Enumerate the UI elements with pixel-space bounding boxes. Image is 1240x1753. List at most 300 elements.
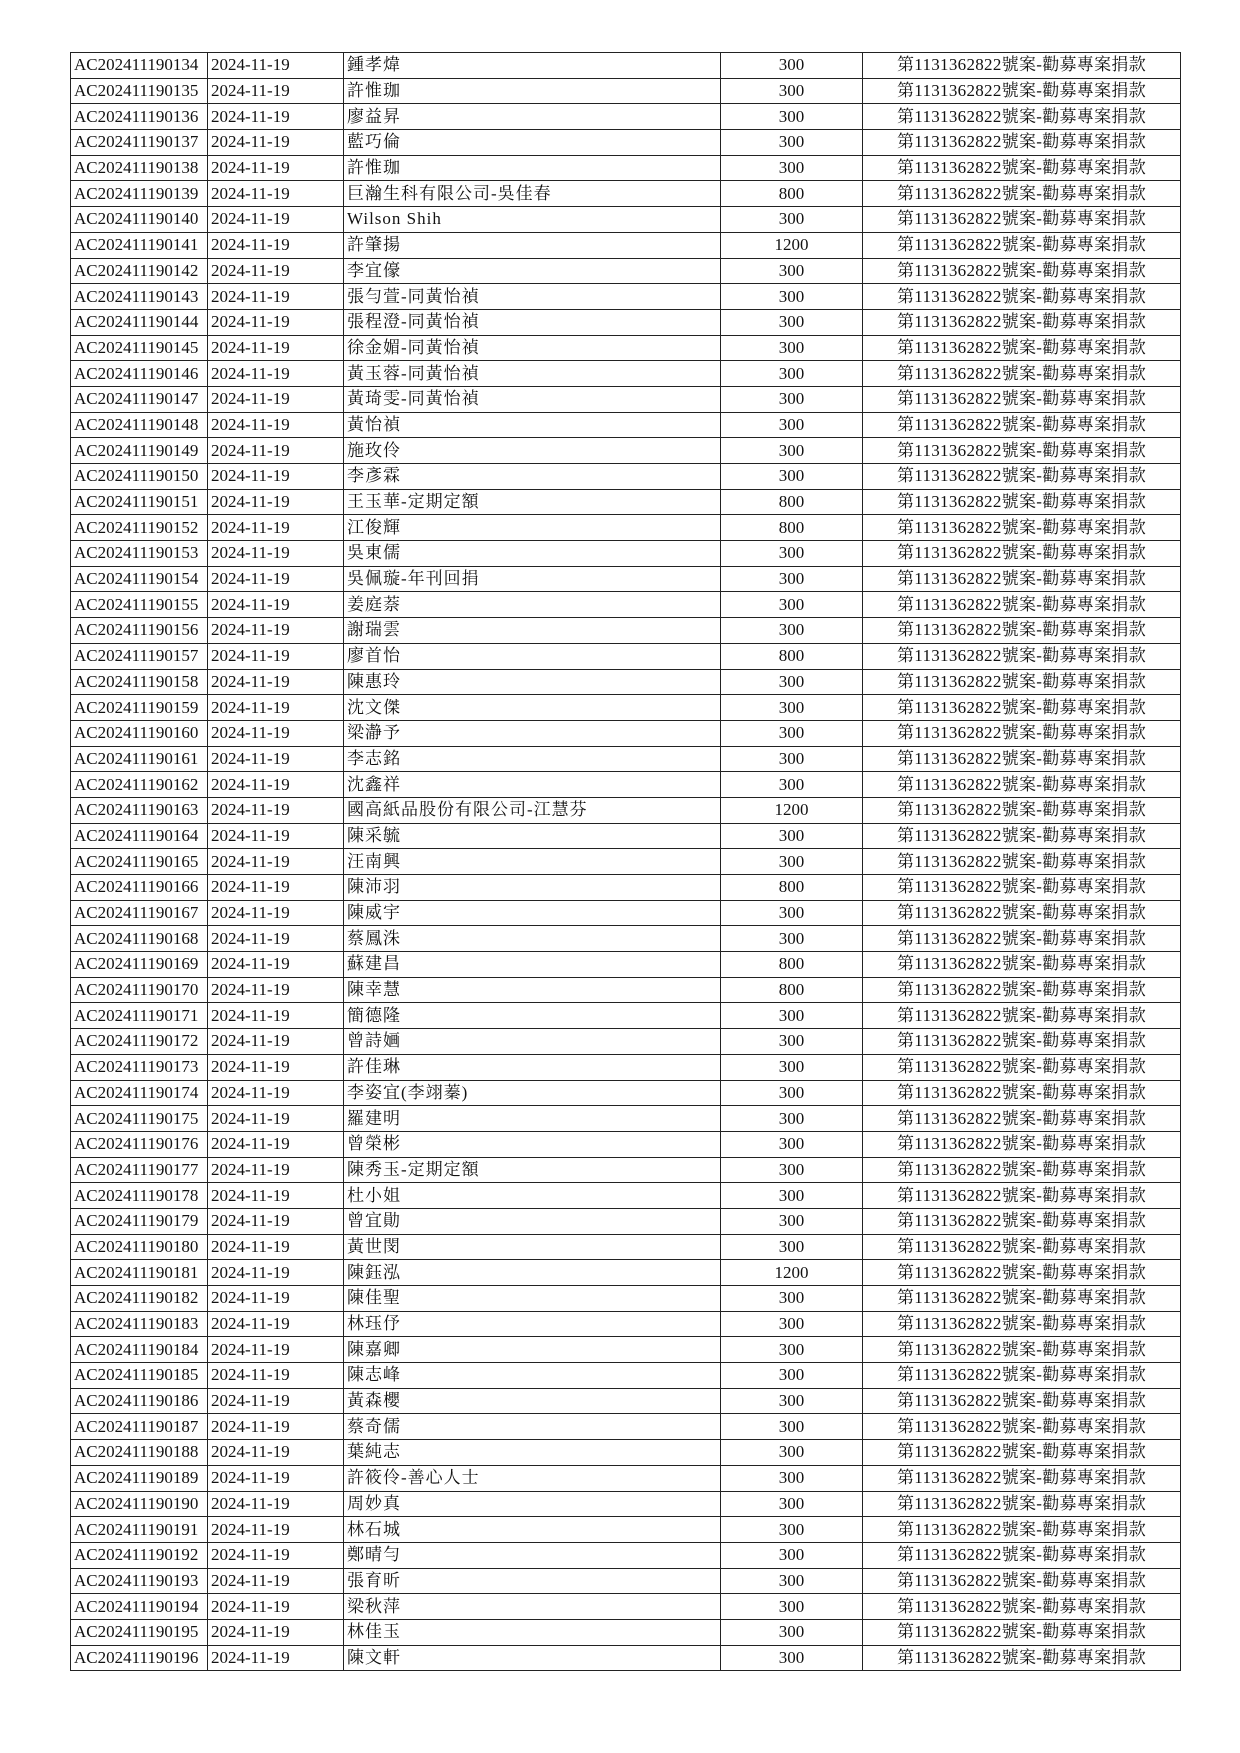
donor-name-cell: 李志銘 xyxy=(344,746,721,772)
table-row xyxy=(71,78,1181,104)
receipt-number-cell: AC202411190190 xyxy=(71,1491,208,1517)
donor-name-cell: 曾榮彬 xyxy=(344,1131,721,1157)
donor-name-cell: 陳鈺泓 xyxy=(344,1260,721,1286)
purpose-note-cell: 第1131362822號案-勸募專案捐款 xyxy=(863,618,1181,644)
amount-cell: 300 xyxy=(721,1080,863,1106)
table-row xyxy=(71,592,1181,618)
purpose-note-cell: 第1131362822號案-勸募專案捐款 xyxy=(863,53,1181,79)
donor-name-cell: 陳嘉卿 xyxy=(344,1337,721,1363)
date-cell: 2024-11-19 xyxy=(208,566,344,592)
table-row xyxy=(71,772,1181,798)
table-row xyxy=(71,1106,1181,1132)
receipt-number-cell: AC202411190188 xyxy=(71,1440,208,1466)
receipt-number-cell: AC202411190182 xyxy=(71,1286,208,1312)
date-cell: 2024-11-19 xyxy=(208,464,344,490)
amount-cell: 300 xyxy=(721,1337,863,1363)
purpose-note-cell: 第1131362822號案-勸募專案捐款 xyxy=(863,1388,1181,1414)
amount-cell: 300 xyxy=(721,695,863,721)
donor-name-cell: 李姿宜(李翊蓁) xyxy=(344,1080,721,1106)
donor-name-cell: 杜小姐 xyxy=(344,1183,721,1209)
date-cell: 2024-11-19 xyxy=(208,78,344,104)
amount-cell: 800 xyxy=(721,515,863,541)
purpose-note-cell: 第1131362822號案-勸募專案捐款 xyxy=(863,1054,1181,1080)
donor-name-cell: 姜庭萘 xyxy=(344,592,721,618)
date-cell: 2024-11-19 xyxy=(208,695,344,721)
amount-cell: 300 xyxy=(721,1440,863,1466)
purpose-note-cell: 第1131362822號案-勸募專案捐款 xyxy=(863,1568,1181,1594)
receipt-number-cell: AC202411190169 xyxy=(71,952,208,978)
date-cell: 2024-11-19 xyxy=(208,232,344,258)
donor-name-cell: 陳秀玉-定期定額 xyxy=(344,1157,721,1183)
receipt-number-cell: AC202411190191 xyxy=(71,1517,208,1543)
date-cell: 2024-11-19 xyxy=(208,1337,344,1363)
receipt-number-cell: AC202411190195 xyxy=(71,1619,208,1645)
receipt-number-cell: AC202411190144 xyxy=(71,309,208,335)
donor-name-cell: 張育昕 xyxy=(344,1568,721,1594)
date-cell: 2024-11-19 xyxy=(208,900,344,926)
amount-cell: 300 xyxy=(721,207,863,233)
amount-cell: 300 xyxy=(721,1491,863,1517)
receipt-number-cell: AC202411190181 xyxy=(71,1260,208,1286)
date-cell: 2024-11-19 xyxy=(208,643,344,669)
table-row xyxy=(71,1183,1181,1209)
date-cell: 2024-11-19 xyxy=(208,1029,344,1055)
donor-name-cell: 林珏伃 xyxy=(344,1311,721,1337)
donor-name-cell: 鍾孝煒 xyxy=(344,53,721,79)
table-row xyxy=(71,412,1181,438)
amount-cell: 300 xyxy=(721,1106,863,1132)
date-cell: 2024-11-19 xyxy=(208,1183,344,1209)
table-row xyxy=(71,464,1181,490)
donor-name-cell: 曾宜勛 xyxy=(344,1208,721,1234)
purpose-note-cell: 第1131362822號案-勸募專案捐款 xyxy=(863,566,1181,592)
table-row xyxy=(71,361,1181,387)
date-cell: 2024-11-19 xyxy=(208,1286,344,1312)
receipt-number-cell: AC202411190161 xyxy=(71,746,208,772)
amount-cell: 300 xyxy=(721,1208,863,1234)
receipt-number-cell: AC202411190175 xyxy=(71,1106,208,1132)
donor-name-cell: 黃琦雯-同黃怡禎 xyxy=(344,386,721,412)
receipt-number-cell: AC202411190186 xyxy=(71,1388,208,1414)
donor-name-cell: 許惟珈 xyxy=(344,155,721,181)
date-cell: 2024-11-19 xyxy=(208,1542,344,1568)
donor-name-cell: 周妙真 xyxy=(344,1491,721,1517)
date-cell: 2024-11-19 xyxy=(208,1363,344,1389)
receipt-number-cell: AC202411190193 xyxy=(71,1568,208,1594)
purpose-note-cell: 第1131362822號案-勸募專案捐款 xyxy=(863,1003,1181,1029)
amount-cell: 300 xyxy=(721,335,863,361)
date-cell: 2024-11-19 xyxy=(208,720,344,746)
amount-cell: 300 xyxy=(721,104,863,130)
donor-name-cell: 李宜儫 xyxy=(344,258,721,284)
table-row xyxy=(71,926,1181,952)
amount-cell: 300 xyxy=(721,1054,863,1080)
donor-name-cell: 簡德隆 xyxy=(344,1003,721,1029)
receipt-number-cell: AC202411190183 xyxy=(71,1311,208,1337)
purpose-note-cell: 第1131362822號案-勸募專案捐款 xyxy=(863,1491,1181,1517)
date-cell: 2024-11-19 xyxy=(208,1619,344,1645)
table-row xyxy=(71,232,1181,258)
purpose-note-cell: 第1131362822號案-勸募專案捐款 xyxy=(863,515,1181,541)
date-cell: 2024-11-19 xyxy=(208,1465,344,1491)
table-row xyxy=(71,53,1181,79)
table-row xyxy=(71,489,1181,515)
receipt-number-cell: AC202411190189 xyxy=(71,1465,208,1491)
receipt-number-cell: AC202411190192 xyxy=(71,1542,208,1568)
table-row xyxy=(71,746,1181,772)
table-row xyxy=(71,309,1181,335)
purpose-note-cell: 第1131362822號案-勸募專案捐款 xyxy=(863,284,1181,310)
purpose-note-cell: 第1131362822號案-勸募專案捐款 xyxy=(863,489,1181,515)
donor-name-cell: 林石城 xyxy=(344,1517,721,1543)
purpose-note-cell: 第1131362822號案-勸募專案捐款 xyxy=(863,669,1181,695)
date-cell: 2024-11-19 xyxy=(208,1568,344,1594)
donation-table xyxy=(70,52,1181,1671)
table-row xyxy=(71,823,1181,849)
amount-cell: 800 xyxy=(721,875,863,901)
amount-cell: 300 xyxy=(721,284,863,310)
table-row xyxy=(71,1645,1181,1671)
receipt-number-cell: AC202411190145 xyxy=(71,335,208,361)
date-cell: 2024-11-19 xyxy=(208,1594,344,1620)
purpose-note-cell: 第1131362822號案-勸募專案捐款 xyxy=(863,1517,1181,1543)
receipt-number-cell: AC202411190134 xyxy=(71,53,208,79)
receipt-number-cell: AC202411190158 xyxy=(71,669,208,695)
donor-name-cell: 廖益昇 xyxy=(344,104,721,130)
date-cell: 2024-11-19 xyxy=(208,361,344,387)
date-cell: 2024-11-19 xyxy=(208,335,344,361)
date-cell: 2024-11-19 xyxy=(208,1440,344,1466)
date-cell: 2024-11-19 xyxy=(208,1131,344,1157)
receipt-number-cell: AC202411190184 xyxy=(71,1337,208,1363)
date-cell: 2024-11-19 xyxy=(208,181,344,207)
table-row xyxy=(71,386,1181,412)
amount-cell: 300 xyxy=(721,1388,863,1414)
amount-cell: 300 xyxy=(721,130,863,156)
amount-cell: 300 xyxy=(721,669,863,695)
purpose-note-cell: 第1131362822號案-勸募專案捐款 xyxy=(863,1260,1181,1286)
date-cell: 2024-11-19 xyxy=(208,1260,344,1286)
table-row xyxy=(71,1286,1181,1312)
purpose-note-cell: 第1131362822號案-勸募專案捐款 xyxy=(863,1106,1181,1132)
table-row xyxy=(71,720,1181,746)
receipt-number-cell: AC202411190151 xyxy=(71,489,208,515)
amount-cell: 300 xyxy=(721,1234,863,1260)
date-cell: 2024-11-19 xyxy=(208,1080,344,1106)
table-row xyxy=(71,1491,1181,1517)
table-row xyxy=(71,1003,1181,1029)
table-row xyxy=(71,181,1181,207)
purpose-note-cell: 第1131362822號案-勸募專案捐款 xyxy=(863,900,1181,926)
purpose-note-cell: 第1131362822號案-勸募專案捐款 xyxy=(863,772,1181,798)
date-cell: 2024-11-19 xyxy=(208,1208,344,1234)
date-cell: 2024-11-19 xyxy=(208,669,344,695)
amount-cell: 300 xyxy=(721,438,863,464)
amount-cell: 300 xyxy=(721,1157,863,1183)
donor-name-cell: 蔡奇儒 xyxy=(344,1414,721,1440)
table-row xyxy=(71,1054,1181,1080)
date-cell: 2024-11-19 xyxy=(208,258,344,284)
donor-name-cell: 許肇揚 xyxy=(344,232,721,258)
purpose-note-cell: 第1131362822號案-勸募專案捐款 xyxy=(863,541,1181,567)
receipt-number-cell: AC202411190176 xyxy=(71,1131,208,1157)
receipt-number-cell: AC202411190152 xyxy=(71,515,208,541)
amount-cell: 300 xyxy=(721,772,863,798)
table-row xyxy=(71,1363,1181,1389)
receipt-number-cell: AC202411190180 xyxy=(71,1234,208,1260)
amount-cell: 1200 xyxy=(721,232,863,258)
receipt-number-cell: AC202411190164 xyxy=(71,823,208,849)
table-row xyxy=(71,515,1181,541)
purpose-note-cell: 第1131362822號案-勸募專案捐款 xyxy=(863,1183,1181,1209)
date-cell: 2024-11-19 xyxy=(208,541,344,567)
table-row xyxy=(71,1414,1181,1440)
donor-name-cell: 許佳琳 xyxy=(344,1054,721,1080)
table-row xyxy=(71,1131,1181,1157)
donor-name-cell: 巨瀚生科有限公司-吳佳春 xyxy=(344,181,721,207)
purpose-note-cell: 第1131362822號案-勸募專案捐款 xyxy=(863,386,1181,412)
receipt-number-cell: AC202411190159 xyxy=(71,695,208,721)
donor-name-cell: 陳志峰 xyxy=(344,1363,721,1389)
donor-name-cell: 蘇建昌 xyxy=(344,952,721,978)
amount-cell: 300 xyxy=(721,1517,863,1543)
receipt-number-cell: AC202411190178 xyxy=(71,1183,208,1209)
table-row xyxy=(71,1619,1181,1645)
donor-name-cell: 黃怡禎 xyxy=(344,412,721,438)
amount-cell: 300 xyxy=(721,566,863,592)
donor-name-cell: 廖首怡 xyxy=(344,643,721,669)
table-row xyxy=(71,1234,1181,1260)
donor-name-cell: 黃世閔 xyxy=(344,1234,721,1260)
amount-cell: 300 xyxy=(721,53,863,79)
table-row xyxy=(71,1594,1181,1620)
table-row xyxy=(71,1465,1181,1491)
table-row xyxy=(71,849,1181,875)
table-row xyxy=(71,1311,1181,1337)
donor-name-cell: 許筱伶-善心人士 xyxy=(344,1465,721,1491)
date-cell: 2024-11-19 xyxy=(208,1234,344,1260)
date-cell: 2024-11-19 xyxy=(208,438,344,464)
amount-cell: 300 xyxy=(721,1645,863,1671)
amount-cell: 300 xyxy=(721,1542,863,1568)
purpose-note-cell: 第1131362822號案-勸募專案捐款 xyxy=(863,361,1181,387)
receipt-number-cell: AC202411190160 xyxy=(71,720,208,746)
purpose-note-cell: 第1131362822號案-勸募專案捐款 xyxy=(863,823,1181,849)
purpose-note-cell: 第1131362822號案-勸募專案捐款 xyxy=(863,438,1181,464)
amount-cell: 300 xyxy=(721,1183,863,1209)
donor-name-cell: 曾詩婳 xyxy=(344,1029,721,1055)
receipt-number-cell: AC202411190154 xyxy=(71,566,208,592)
amount-cell: 300 xyxy=(721,1311,863,1337)
purpose-note-cell: 第1131362822號案-勸募專案捐款 xyxy=(863,1465,1181,1491)
receipt-number-cell: AC202411190174 xyxy=(71,1080,208,1106)
date-cell: 2024-11-19 xyxy=(208,849,344,875)
receipt-number-cell: AC202411190165 xyxy=(71,849,208,875)
purpose-note-cell: 第1131362822號案-勸募專案捐款 xyxy=(863,1594,1181,1620)
receipt-number-cell: AC202411190194 xyxy=(71,1594,208,1620)
donor-name-cell: 陳威宇 xyxy=(344,900,721,926)
amount-cell: 300 xyxy=(721,900,863,926)
receipt-number-cell: AC202411190142 xyxy=(71,258,208,284)
donor-name-cell: 許惟珈 xyxy=(344,78,721,104)
amount-cell: 300 xyxy=(721,926,863,952)
donor-name-cell: 陳沛羽 xyxy=(344,875,721,901)
purpose-note-cell: 第1131362822號案-勸募專案捐款 xyxy=(863,695,1181,721)
date-cell: 2024-11-19 xyxy=(208,823,344,849)
purpose-note-cell: 第1131362822號案-勸募專案捐款 xyxy=(863,592,1181,618)
date-cell: 2024-11-19 xyxy=(208,412,344,438)
purpose-note-cell: 第1131362822號案-勸募專案捐款 xyxy=(863,720,1181,746)
receipt-number-cell: AC202411190173 xyxy=(71,1054,208,1080)
receipt-number-cell: AC202411190136 xyxy=(71,104,208,130)
amount-cell: 300 xyxy=(721,849,863,875)
date-cell: 2024-11-19 xyxy=(208,53,344,79)
purpose-note-cell: 第1131362822號案-勸募專案捐款 xyxy=(863,155,1181,181)
amount-cell: 300 xyxy=(721,720,863,746)
amount-cell: 300 xyxy=(721,309,863,335)
purpose-note-cell: 第1131362822號案-勸募專案捐款 xyxy=(863,1440,1181,1466)
donor-name-cell: 梁秋萍 xyxy=(344,1594,721,1620)
purpose-note-cell: 第1131362822號案-勸募專案捐款 xyxy=(863,926,1181,952)
receipt-number-cell: AC202411190177 xyxy=(71,1157,208,1183)
purpose-note-cell: 第1131362822號案-勸募專案捐款 xyxy=(863,849,1181,875)
table-row xyxy=(71,207,1181,233)
amount-cell: 300 xyxy=(721,412,863,438)
table-row xyxy=(71,1440,1181,1466)
date-cell: 2024-11-19 xyxy=(208,772,344,798)
receipt-number-cell: AC202411190163 xyxy=(71,797,208,823)
purpose-note-cell: 第1131362822號案-勸募專案捐款 xyxy=(863,797,1181,823)
purpose-note-cell: 第1131362822號案-勸募專案捐款 xyxy=(863,977,1181,1003)
purpose-note-cell: 第1131362822號案-勸募專案捐款 xyxy=(863,1311,1181,1337)
purpose-note-cell: 第1131362822號案-勸募專案捐款 xyxy=(863,1234,1181,1260)
amount-cell: 300 xyxy=(721,155,863,181)
amount-cell: 300 xyxy=(721,592,863,618)
donor-name-cell: 葉純志 xyxy=(344,1440,721,1466)
donor-name-cell: 吳佩璇-年刊回捐 xyxy=(344,566,721,592)
date-cell: 2024-11-19 xyxy=(208,155,344,181)
receipt-number-cell: AC202411190143 xyxy=(71,284,208,310)
date-cell: 2024-11-19 xyxy=(208,1003,344,1029)
amount-cell: 300 xyxy=(721,1568,863,1594)
purpose-note-cell: 第1131362822號案-勸募專案捐款 xyxy=(863,1286,1181,1312)
date-cell: 2024-11-19 xyxy=(208,1157,344,1183)
amount-cell: 300 xyxy=(721,1414,863,1440)
donor-name-cell: 李彥霖 xyxy=(344,464,721,490)
donor-name-cell: 林佳玉 xyxy=(344,1619,721,1645)
amount-cell: 800 xyxy=(721,181,863,207)
receipt-number-cell: AC202411190157 xyxy=(71,643,208,669)
amount-cell: 300 xyxy=(721,361,863,387)
table-row xyxy=(71,1157,1181,1183)
donor-name-cell: 沈文傑 xyxy=(344,695,721,721)
receipt-number-cell: AC202411190147 xyxy=(71,386,208,412)
donor-name-cell: 藍巧倫 xyxy=(344,130,721,156)
receipt-number-cell: AC202411190149 xyxy=(71,438,208,464)
table-row xyxy=(71,258,1181,284)
donor-name-cell: 張勻萱-同黃怡禎 xyxy=(344,284,721,310)
donor-name-cell: 陳采毓 xyxy=(344,823,721,849)
donation-table-body xyxy=(71,53,1181,1671)
purpose-note-cell: 第1131362822號案-勸募專案捐款 xyxy=(863,130,1181,156)
amount-cell: 300 xyxy=(721,541,863,567)
purpose-note-cell: 第1131362822號案-勸募專案捐款 xyxy=(863,1363,1181,1389)
amount-cell: 300 xyxy=(721,258,863,284)
date-cell: 2024-11-19 xyxy=(208,489,344,515)
amount-cell: 300 xyxy=(721,1594,863,1620)
purpose-note-cell: 第1131362822號案-勸募專案捐款 xyxy=(863,1208,1181,1234)
donor-name-cell: 梁瀞予 xyxy=(344,720,721,746)
table-row xyxy=(71,541,1181,567)
date-cell: 2024-11-19 xyxy=(208,1414,344,1440)
purpose-note-cell: 第1131362822號案-勸募專案捐款 xyxy=(863,1029,1181,1055)
receipt-number-cell: AC202411190155 xyxy=(71,592,208,618)
date-cell: 2024-11-19 xyxy=(208,1517,344,1543)
receipt-number-cell: AC202411190156 xyxy=(71,618,208,644)
amount-cell: 300 xyxy=(721,1029,863,1055)
amount-cell: 300 xyxy=(721,1465,863,1491)
receipt-number-cell: AC202411190170 xyxy=(71,977,208,1003)
table-row xyxy=(71,643,1181,669)
date-cell: 2024-11-19 xyxy=(208,592,344,618)
purpose-note-cell: 第1131362822號案-勸募專案捐款 xyxy=(863,875,1181,901)
donor-name-cell: 陳文軒 xyxy=(344,1645,721,1671)
receipt-number-cell: AC202411190148 xyxy=(71,412,208,438)
table-row xyxy=(71,335,1181,361)
receipt-number-cell: AC202411190137 xyxy=(71,130,208,156)
table-row xyxy=(71,1260,1181,1286)
purpose-note-cell: 第1131362822號案-勸募專案捐款 xyxy=(863,1337,1181,1363)
purpose-note-cell: 第1131362822號案-勸募專案捐款 xyxy=(863,643,1181,669)
donor-name-cell: 施玫伶 xyxy=(344,438,721,464)
amount-cell: 300 xyxy=(721,1131,863,1157)
donor-name-cell: 陳幸慧 xyxy=(344,977,721,1003)
donor-name-cell: 汪南興 xyxy=(344,849,721,875)
donor-name-cell: 徐金媚-同黃怡禎 xyxy=(344,335,721,361)
purpose-note-cell: 第1131362822號案-勸募專案捐款 xyxy=(863,309,1181,335)
table-row xyxy=(71,1208,1181,1234)
table-row xyxy=(71,284,1181,310)
receipt-number-cell: AC202411190139 xyxy=(71,181,208,207)
amount-cell: 800 xyxy=(721,489,863,515)
purpose-note-cell: 第1131362822號案-勸募專案捐款 xyxy=(863,104,1181,130)
amount-cell: 800 xyxy=(721,952,863,978)
table-row xyxy=(71,104,1181,130)
receipt-number-cell: AC202411190171 xyxy=(71,1003,208,1029)
donation-ledger xyxy=(70,52,1180,1671)
table-row xyxy=(71,155,1181,181)
date-cell: 2024-11-19 xyxy=(208,1106,344,1132)
amount-cell: 1200 xyxy=(721,1260,863,1286)
donor-name-cell: 陳惠玲 xyxy=(344,669,721,695)
date-cell: 2024-11-19 xyxy=(208,386,344,412)
table-row xyxy=(71,130,1181,156)
purpose-note-cell: 第1131362822號案-勸募專案捐款 xyxy=(863,1414,1181,1440)
table-row xyxy=(71,1542,1181,1568)
date-cell: 2024-11-19 xyxy=(208,1311,344,1337)
date-cell: 2024-11-19 xyxy=(208,746,344,772)
donor-name-cell: 陳佳聖 xyxy=(344,1286,721,1312)
receipt-number-cell: AC202411190179 xyxy=(71,1208,208,1234)
date-cell: 2024-11-19 xyxy=(208,130,344,156)
table-row xyxy=(71,1029,1181,1055)
purpose-note-cell: 第1131362822號案-勸募專案捐款 xyxy=(863,1542,1181,1568)
donor-name-cell: 黃玉蓉-同黃怡禎 xyxy=(344,361,721,387)
donor-name-cell: 吳東儒 xyxy=(344,541,721,567)
amount-cell: 300 xyxy=(721,1619,863,1645)
purpose-note-cell: 第1131362822號案-勸募專案捐款 xyxy=(863,207,1181,233)
purpose-note-cell: 第1131362822號案-勸募專案捐款 xyxy=(863,335,1181,361)
